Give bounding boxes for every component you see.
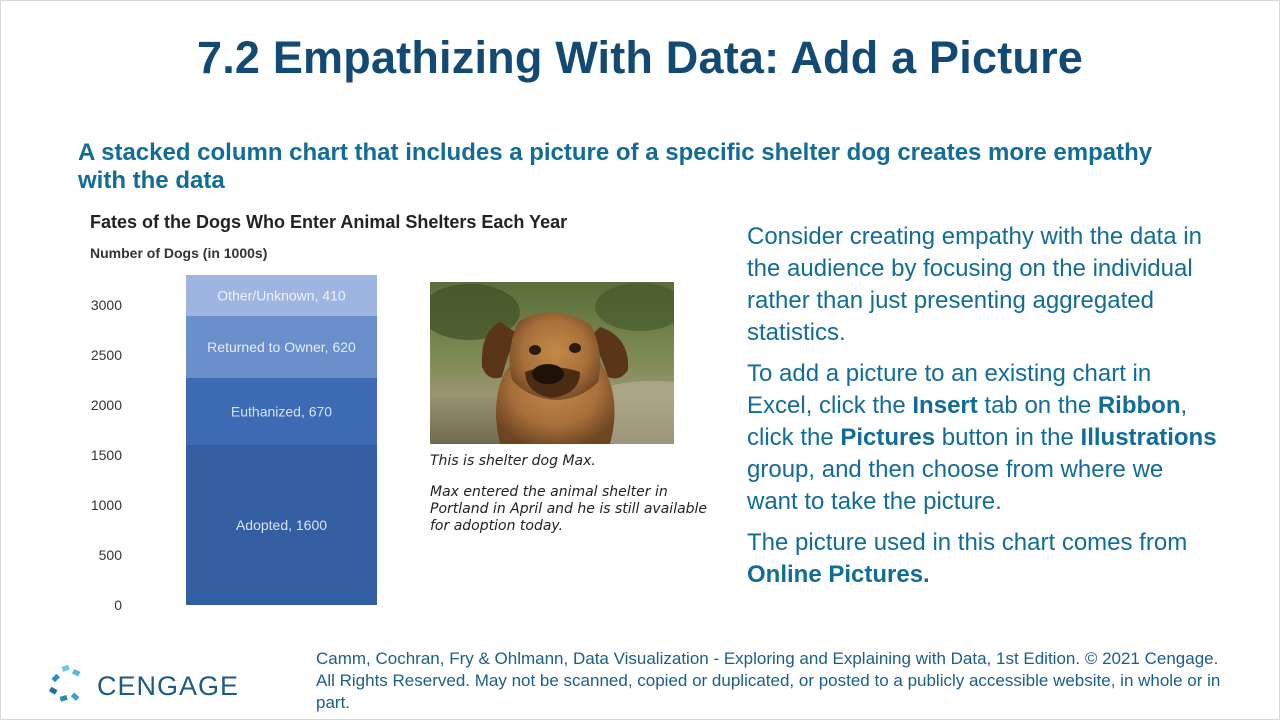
stacked-column-chart xyxy=(60,270,400,620)
text-span: , click the xyxy=(747,392,1188,451)
illustrations-term: Illustrations xyxy=(1080,424,1217,451)
bar-data-label: Adopted, 1600 xyxy=(235,517,328,533)
y-tick-label: 3000 xyxy=(90,297,122,313)
photo-description: Max entered the animal shelter in Portland in April and he is still available for adoption today. xyxy=(430,484,708,534)
bar-data-label: Euthanized, 670 xyxy=(230,403,333,420)
slide-subtitle: A stacked column chart that includes a picture of a specific shelter dog creates more empathy with the data xyxy=(78,139,1153,194)
y-tick-label: 500 xyxy=(98,547,122,563)
body-text xyxy=(747,221,1217,600)
y-tick-label: 0 xyxy=(114,597,122,613)
ribbon-term: Ribbon xyxy=(1097,392,1181,419)
photo-caption: This is shelter dog Max. xyxy=(430,453,596,469)
bar-data-label: Returned to Owner, 620 xyxy=(207,339,356,355)
cengage-logo-text: CENGAGE xyxy=(97,671,240,701)
pictures-term: Pictures xyxy=(840,424,936,451)
bar-data-label: Other/Unknown, 410 xyxy=(217,287,346,304)
insert-term: Insert xyxy=(912,392,978,419)
dog-picture-icon xyxy=(430,282,674,444)
cengage-logo-icon xyxy=(48,664,92,704)
slide-title: 7.2 Empathizing With Data: Add a Picture xyxy=(196,32,1084,83)
y-tick-label: 1000 xyxy=(90,497,122,513)
text-span: tab on the xyxy=(977,392,1098,419)
paragraph-empathy: Consider creating empathy with the data in the audience by focusing on the individual rather than just presenting aggregated statistics. xyxy=(747,223,1202,346)
y-tick-label: 2500 xyxy=(90,347,122,363)
chart-title: Fates of the Dogs Who Enter Animal Shelters Each Year xyxy=(90,212,568,232)
chart-ylabel: Number of Dogs (in 1000s) xyxy=(90,245,268,261)
copyright-notice: Camm, Cochran, Fry & Ohlmann, Data Visualization - Exploring and Explaining with Data, 1st Edition. © 2021 Cengage. All Rights Reserved. May not be scanned, copied or duplicated, or posted to a publicly accessible website, in whole or in part. xyxy=(316,649,1221,712)
shelter-dog-photo xyxy=(430,282,674,444)
paragraph-instructions xyxy=(747,358,1217,518)
paragraph-source xyxy=(747,527,1217,591)
y-tick-label: 2000 xyxy=(90,397,122,413)
text-span: The picture used in this chart comes from xyxy=(747,529,1188,556)
text-span: button in the xyxy=(935,424,1081,451)
online-pictures-term: Online Pictures. xyxy=(747,561,930,588)
y-tick-label: 1500 xyxy=(90,447,122,463)
text-span: To add a picture to an existing chart in Excel, click the xyxy=(747,360,1152,419)
text-span: group, and then choose from where we want to take the picture. xyxy=(747,456,1164,515)
